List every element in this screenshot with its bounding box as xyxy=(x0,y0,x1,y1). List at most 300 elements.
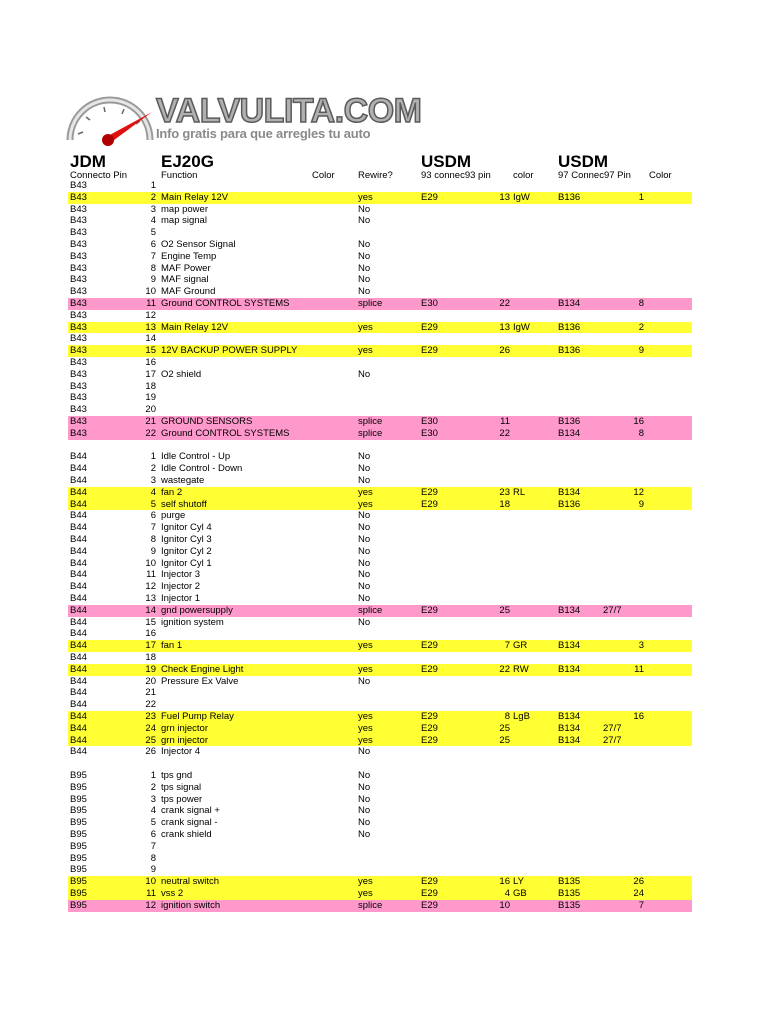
col-93-connector-pin: 93 connec93 pin xyxy=(421,170,491,181)
cell-connector: B43 xyxy=(70,298,87,309)
cell-rewire: No xyxy=(358,793,371,805)
cell-function: crank signal - xyxy=(161,817,218,829)
cell-rewire: No xyxy=(358,203,371,215)
cell-pin: 26 xyxy=(145,746,156,758)
cell-pin: 10 xyxy=(145,876,156,888)
cell-function: tps signal xyxy=(161,781,202,793)
cell-93-pin: 8 xyxy=(504,711,510,722)
table-row xyxy=(68,817,692,829)
table-row xyxy=(68,546,692,558)
cell-connector: B95 xyxy=(70,805,87,817)
cell-connector: B43 xyxy=(70,416,87,427)
cell-function: Ignitor Cyl 2 xyxy=(161,545,212,557)
cell-93-connector: E29 xyxy=(421,321,438,333)
cell-93-connector: E29 xyxy=(421,604,438,616)
col-97-color: Color xyxy=(649,170,672,181)
cell-connector: B95 xyxy=(70,770,87,781)
cell-pin: 13 xyxy=(145,593,156,604)
table-row xyxy=(68,499,692,511)
table-row xyxy=(68,227,692,239)
cell-rewire: No xyxy=(358,463,371,475)
cell-rewire: yes xyxy=(358,711,373,722)
cell-93-connector: E29 xyxy=(421,663,438,675)
cell-function: Injector 1 xyxy=(161,593,201,604)
table-row xyxy=(68,699,692,711)
cell-pin: 2 xyxy=(150,191,156,203)
cell-pin: 17 xyxy=(145,368,156,380)
cell-97-connector: B134 xyxy=(558,486,581,498)
cell-connector: B43 xyxy=(70,333,87,345)
cell-connector: B95 xyxy=(70,817,87,829)
cell-pin: 3 xyxy=(150,475,156,486)
cell-rewire: splice xyxy=(358,604,383,616)
table-row xyxy=(68,794,692,806)
table-row xyxy=(68,239,692,251)
cell-pin: 10 xyxy=(145,557,156,569)
cell-93-pin: 11 xyxy=(500,416,510,427)
table-row xyxy=(68,770,692,782)
cell-function: Injector 2 xyxy=(161,581,201,593)
cell-97-color: 9 xyxy=(638,498,644,510)
cell-rewire: No xyxy=(358,829,371,840)
cell-97-connector: B136 xyxy=(558,191,581,203)
cell-93-color: GR xyxy=(513,640,528,652)
cell-function: Idle Control - Down xyxy=(161,463,243,475)
cell-pin: 23 xyxy=(145,711,156,722)
cell-rewire: No xyxy=(358,817,371,829)
logo-tagline: Info gratis para que arregles tu auto xyxy=(156,126,371,141)
cell-pin: 11 xyxy=(146,888,156,899)
cell-connector: B43 xyxy=(70,380,87,392)
cell-93-pin: 26 xyxy=(499,345,510,357)
cell-rewire: yes xyxy=(358,663,373,675)
cell-pin: 20 xyxy=(145,675,156,687)
cell-97-connector: B134 xyxy=(558,663,581,675)
cell-connector: B95 xyxy=(70,864,87,876)
cell-function: Engine Temp xyxy=(161,250,217,262)
table-row xyxy=(68,593,692,605)
cell-rewire: No xyxy=(358,781,371,793)
cell-pin: 21 xyxy=(145,687,156,699)
cell-97-color: 26 xyxy=(633,876,644,888)
cell-rewire: No xyxy=(358,274,371,286)
cell-pin: 25 xyxy=(145,734,156,746)
cell-97-connector: B134 xyxy=(558,427,581,439)
cell-rewire: yes xyxy=(358,734,373,746)
cell-connector: B43 xyxy=(70,357,87,368)
cell-pin: 6 xyxy=(150,510,156,522)
table-row xyxy=(68,534,692,546)
cell-97-color: 16 xyxy=(633,416,644,427)
table-row xyxy=(68,475,692,487)
cell-connector: B44 xyxy=(70,451,87,463)
cell-93-pin: 25 xyxy=(499,604,510,616)
cell-connector: B95 xyxy=(70,852,87,864)
cell-93-connector: E29 xyxy=(421,498,438,510)
cell-rewire: splice xyxy=(358,899,383,911)
cell-93-color: GB xyxy=(513,888,527,899)
cell-pin: 15 xyxy=(145,616,156,628)
cell-pin: 13 xyxy=(145,321,156,333)
cell-rewire: No xyxy=(358,250,371,262)
cell-rewire: No xyxy=(358,522,371,534)
table-row xyxy=(68,558,692,570)
cell-rewire: No xyxy=(358,215,371,227)
cell-pin: 7 xyxy=(150,250,156,262)
cell-rewire: yes xyxy=(358,321,373,333)
cell-93-pin: 22 xyxy=(499,298,510,309)
table-row xyxy=(68,900,692,912)
table-row xyxy=(68,735,692,747)
cell-connector: B44 xyxy=(70,628,87,640)
cell-pin: 20 xyxy=(145,404,156,416)
cell-function: O2 shield xyxy=(161,368,202,380)
cell-function: Pressure Ex Valve xyxy=(161,675,239,687)
table-row xyxy=(68,322,692,334)
cell-97-connector: B136 xyxy=(558,416,581,427)
cell-93-color: RL xyxy=(513,486,526,498)
cell-connector: B43 xyxy=(70,286,87,298)
cell-93-pin: 13 xyxy=(499,191,510,203)
cell-pin: 2 xyxy=(150,781,156,793)
cell-pin: 15 xyxy=(145,345,156,357)
cell-function: MAF Power xyxy=(161,262,211,274)
cell-function: Injector 4 xyxy=(161,746,201,758)
table-row xyxy=(68,746,692,758)
cell-rewire: No xyxy=(358,510,371,522)
cell-connector: B43 xyxy=(70,345,87,357)
cell-93-pin: 22 xyxy=(499,427,510,439)
cell-connector: B44 xyxy=(70,534,87,545)
table-row xyxy=(68,310,692,322)
cell-93-connector: E29 xyxy=(421,486,438,498)
cell-93-connector: E29 xyxy=(421,734,438,746)
cell-97-color: 24 xyxy=(633,888,644,899)
cell-93-pin: 16 xyxy=(499,876,510,888)
cell-function: Ground CONTROL SYSTEMS xyxy=(161,298,290,309)
cell-pin: 5 xyxy=(150,227,156,239)
cell-rewire: splice xyxy=(358,416,383,427)
cell-connector: B44 xyxy=(70,581,87,593)
table-row xyxy=(68,569,692,581)
cell-93-pin: 13 xyxy=(499,321,510,333)
cell-93-color: IgW xyxy=(513,191,530,203)
cell-97-color: 8 xyxy=(638,427,644,439)
cell-pin: 4 xyxy=(150,486,156,498)
cell-function: Check Engine Light xyxy=(161,663,244,675)
table-row xyxy=(68,841,692,853)
cell-connector: B44 xyxy=(70,663,87,675)
cell-pin: 9 xyxy=(150,545,156,557)
table-row xyxy=(68,581,692,593)
cell-rewire: splice xyxy=(358,427,383,439)
col-function: Function xyxy=(161,170,198,181)
cell-pin: 10 xyxy=(145,286,156,298)
cell-pin: 19 xyxy=(145,663,156,675)
cell-pin: 2 xyxy=(150,463,156,475)
cell-rewire: No xyxy=(358,805,371,817)
cell-connector: B43 xyxy=(70,191,87,203)
col-connector-pin: Connecto Pin xyxy=(70,170,128,181)
cell-pin: 5 xyxy=(150,817,156,829)
cell-97-connector: B135 xyxy=(558,876,581,888)
cell-connector: B95 xyxy=(70,793,87,805)
cell-connector: B43 xyxy=(70,227,87,239)
cell-pin: 1 xyxy=(150,770,156,781)
cell-function: self shutoff xyxy=(161,498,207,510)
cell-93-connector: E30 xyxy=(421,416,438,427)
table-row xyxy=(68,758,692,770)
table-row xyxy=(68,192,692,204)
cell-rewire: No xyxy=(358,557,371,569)
table-row xyxy=(68,510,692,522)
cell-93-connector: E29 xyxy=(421,722,438,734)
cell-function: grn injector xyxy=(161,734,208,746)
cell-97-color: 7 xyxy=(638,899,644,911)
cell-pin: 3 xyxy=(150,793,156,805)
cell-93-connector: E29 xyxy=(421,711,438,722)
cell-function: fan 2 xyxy=(161,486,183,498)
table-row xyxy=(68,345,692,357)
cell-connector: B95 xyxy=(70,876,87,888)
cell-93-connector: E29 xyxy=(421,345,438,357)
cell-function: wastegate xyxy=(161,475,205,486)
cell-pin: 18 xyxy=(145,652,156,663)
header-usdm-97: USDM xyxy=(558,152,609,171)
cell-connector: B43 xyxy=(70,180,87,191)
cell-97-color: 9 xyxy=(638,345,644,357)
cell-function: crank shield xyxy=(161,829,212,840)
cell-connector: B44 xyxy=(70,640,87,652)
cell-93-color: RW xyxy=(513,663,529,675)
cell-function: 12V BACKUP POWER SUPPLY xyxy=(161,345,298,357)
table-row xyxy=(68,829,692,841)
cell-97-connector: B136 xyxy=(558,321,581,333)
table-row xyxy=(68,876,692,888)
cell-rewire: splice xyxy=(358,298,383,309)
cell-connector: B44 xyxy=(70,510,87,522)
cell-rewire: No xyxy=(358,593,371,604)
cell-93-pin: 18 xyxy=(499,498,510,510)
cell-97-color: 16 xyxy=(633,711,644,722)
cell-function: Ignitor Cyl 3 xyxy=(161,534,212,545)
cell-connector: B95 xyxy=(70,899,87,911)
cell-connector: B43 xyxy=(70,427,87,439)
table-row xyxy=(68,251,692,263)
table-row xyxy=(68,640,692,652)
cell-pin: 4 xyxy=(150,215,156,227)
cell-connector: B44 xyxy=(70,545,87,557)
table-row xyxy=(68,687,692,699)
cell-rewire: yes xyxy=(358,486,373,498)
table-row xyxy=(68,451,692,463)
cell-function: tps power xyxy=(161,793,203,805)
cell-93-connector: E29 xyxy=(421,640,438,652)
cell-97-connector: B136 xyxy=(558,345,581,357)
cell-97-connector: B134 xyxy=(558,722,581,734)
cell-function: grn injector xyxy=(161,722,208,734)
cell-pin: 5 xyxy=(150,498,156,510)
cell-pin: 1 xyxy=(150,180,156,191)
cell-function: Ignitor Cyl 1 xyxy=(161,557,212,569)
cell-97-connector: B134 xyxy=(558,298,581,309)
table-row xyxy=(68,676,692,688)
cell-function: tps gnd xyxy=(161,770,193,781)
table-row xyxy=(68,805,692,817)
cell-connector: B44 xyxy=(70,593,87,604)
cell-93-pin: 23 xyxy=(499,486,510,498)
cell-connector: B43 xyxy=(70,239,87,250)
cell-function: Main Relay 12V xyxy=(161,191,229,203)
cell-function: Ignitor Cyl 4 xyxy=(161,522,212,534)
cell-pin: 11 xyxy=(146,298,156,309)
gauge-icon xyxy=(64,90,156,146)
cell-97-color: 2 xyxy=(638,321,644,333)
cell-97-connector: B134 xyxy=(558,640,581,652)
table-row xyxy=(68,274,692,286)
table-row xyxy=(68,652,692,664)
cell-93-color: LgB xyxy=(513,711,530,722)
cell-97-pin: 27/7 xyxy=(603,604,622,616)
cell-connector: B44 xyxy=(70,522,87,534)
cell-function: purge xyxy=(161,510,186,522)
table-row xyxy=(68,428,692,440)
cell-rewire: No xyxy=(358,475,371,486)
cell-pin: 8 xyxy=(150,852,156,864)
cell-connector: B43 xyxy=(70,392,87,404)
cell-pin: 21 xyxy=(145,416,156,427)
table-row xyxy=(68,723,692,735)
table-row xyxy=(68,463,692,475)
cell-pin: 6 xyxy=(150,239,156,250)
table-row xyxy=(68,204,692,216)
cell-93-pin: 22 xyxy=(499,663,510,675)
cell-93-connector: E29 xyxy=(421,899,438,911)
cell-connector: B44 xyxy=(70,699,87,711)
cell-connector: B43 xyxy=(70,274,87,286)
cell-rewire: No xyxy=(358,286,371,298)
cell-93-connector: E30 xyxy=(421,298,438,309)
cell-function: neutral switch xyxy=(161,876,220,888)
cell-rewire: No xyxy=(358,581,371,593)
table-row xyxy=(68,298,692,310)
cell-97-connector: B134 xyxy=(558,604,581,616)
cell-pin: 8 xyxy=(150,534,156,545)
table-row xyxy=(68,440,692,452)
table-row xyxy=(68,404,692,416)
cell-function: fan 1 xyxy=(161,640,183,652)
cell-connector: B43 xyxy=(70,404,87,416)
cell-function: vss 2 xyxy=(161,888,184,899)
cell-function: Fuel Pump Relay xyxy=(161,711,234,722)
cell-connector: B44 xyxy=(70,722,87,734)
cell-connector: B44 xyxy=(70,463,87,475)
cell-function: gnd powersupply xyxy=(161,604,233,616)
table-row xyxy=(68,605,692,617)
table-row xyxy=(68,381,692,393)
header-ej20g: EJ20G xyxy=(161,152,214,171)
cell-rewire: No xyxy=(358,746,371,758)
cell-function: ignition system xyxy=(161,616,224,628)
cell-function: ignition switch xyxy=(161,899,221,911)
cell-connector: B44 xyxy=(70,734,87,746)
cell-97-connector: B134 xyxy=(558,711,581,722)
cell-pin: 3 xyxy=(150,203,156,215)
table-row xyxy=(68,333,692,345)
cell-93-color: IgW xyxy=(513,321,530,333)
cell-function: crank signal + xyxy=(161,805,220,817)
cell-connector: B43 xyxy=(70,250,87,262)
cell-pin: 4 xyxy=(150,805,156,817)
cell-pin: 7 xyxy=(150,840,156,852)
cell-pin: 12 xyxy=(145,581,156,593)
cell-connector: B43 xyxy=(70,321,87,333)
table-row xyxy=(68,522,692,534)
cell-97-color: 3 xyxy=(638,640,644,652)
table-row xyxy=(68,357,692,369)
cell-rewire: yes xyxy=(358,640,373,652)
cell-97-color: 1 xyxy=(638,191,644,203)
cell-rewire: No xyxy=(358,368,371,380)
table-row xyxy=(68,487,692,499)
cell-connector: B44 xyxy=(70,746,87,758)
cell-pin: 14 xyxy=(145,604,156,616)
cell-function: MAF Ground xyxy=(161,286,216,298)
table-row xyxy=(68,392,692,404)
cell-connector: B95 xyxy=(70,829,87,840)
cell-rewire: yes xyxy=(358,345,373,357)
cell-pin: 7 xyxy=(150,522,156,534)
cell-rewire: yes xyxy=(358,498,373,510)
cell-97-color: 12 xyxy=(633,486,644,498)
cell-function: map signal xyxy=(161,215,207,227)
table-row xyxy=(68,864,692,876)
cell-pin: 6 xyxy=(150,829,156,840)
cell-rewire: yes xyxy=(358,876,373,888)
table-row xyxy=(68,263,692,275)
cell-93-connector: E29 xyxy=(421,191,438,203)
cell-connector: B43 xyxy=(70,203,87,215)
table-row xyxy=(68,664,692,676)
cell-function: Main Relay 12V xyxy=(161,321,229,333)
cell-93-connector: E30 xyxy=(421,427,438,439)
cell-connector: B95 xyxy=(70,888,87,899)
table-row xyxy=(68,711,692,723)
cell-pin: 9 xyxy=(150,274,156,286)
cell-connector: B44 xyxy=(70,652,87,663)
cell-97-connector: B135 xyxy=(558,899,581,911)
cell-pin: 22 xyxy=(145,427,156,439)
cell-pin: 8 xyxy=(150,262,156,274)
table-row xyxy=(68,888,692,900)
cell-connector: B44 xyxy=(70,498,87,510)
cell-93-pin: 10 xyxy=(499,899,510,911)
cell-97-connector: B136 xyxy=(558,498,581,510)
cell-pin: 18 xyxy=(145,380,156,392)
cell-connector: B44 xyxy=(70,569,87,581)
cell-connector: B44 xyxy=(70,557,87,569)
cell-rewire: No xyxy=(358,239,371,250)
cell-connector: B43 xyxy=(70,368,87,380)
cell-rewire: No xyxy=(358,262,371,274)
table-row xyxy=(68,286,692,298)
cell-97-color: 8 xyxy=(638,298,644,309)
table-row xyxy=(68,369,692,381)
cell-rewire: No xyxy=(358,770,371,781)
cell-connector: B44 xyxy=(70,675,87,687)
cell-connector: B44 xyxy=(70,687,87,699)
cell-97-connector: B135 xyxy=(558,888,581,899)
